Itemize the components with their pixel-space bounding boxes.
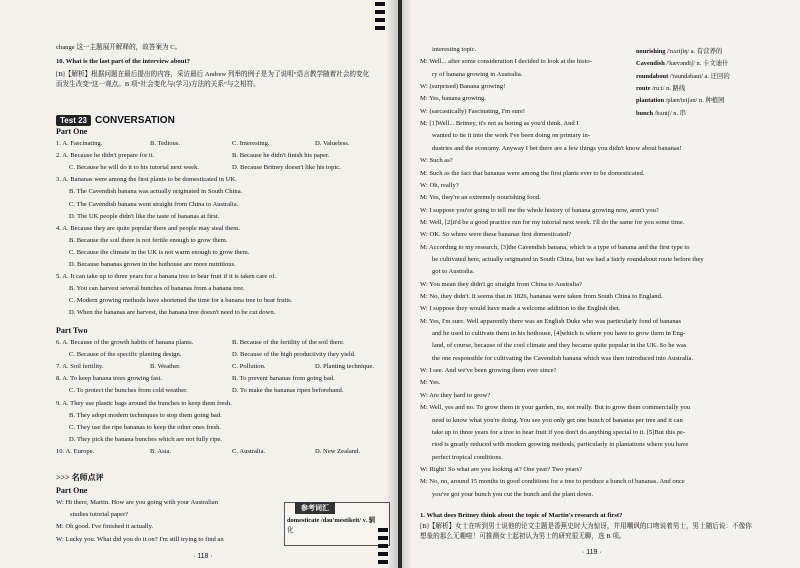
- answer-option: 1. A. Fascinating.: [56, 140, 103, 147]
- transcript-line: interesting topic.: [432, 46, 477, 53]
- transcript-line: and he used to cultivate them in his hothouse, [4]which is where you have to grow them in Eng-: [432, 330, 686, 338]
- test-badge: Test 23: [56, 115, 91, 126]
- page-number: · 118 ·: [193, 553, 213, 560]
- answer-option: C. Modern growing methods have shortened the time for a banana tree to bear fruits.: [69, 297, 293, 305]
- answer-analysis-1-cont: 想象的那么无趣啦！可推测女士起初认为男士的研究很无聊，选 B 项。: [420, 533, 626, 540]
- answer-option: C. To protect the bunches from cold weather.: [69, 387, 188, 395]
- transcript-line: M: [1]Well... Britney, it's not as boring as you'd think. And I: [420, 120, 579, 128]
- answer-option: B. The Cavendish banana was actually originated in South China.: [69, 188, 243, 196]
- answer-option: B. Weather.: [150, 363, 181, 371]
- transcript-line: M: Yes, they're an extremely nourishing food.: [420, 194, 541, 202]
- vocab-entry: plantation /plæn'teiʃən/ n. 种植园: [636, 97, 725, 105]
- answer-option: C. Because the climate in the UK is not warm enough to grow them.: [69, 248, 250, 256]
- vocab-domesticate: domesticate /dəu'mestikeit/ v. 驯: [287, 517, 376, 524]
- answer-option: C. They use the ripe bananas to keep the other ones fresh.: [69, 423, 222, 431]
- transcript-line: W: I suppose you're going to tell me the whole history of banana growing now, aren't you?: [420, 206, 659, 214]
- vocab-entry: nourishing /'nʌriʃiŋ/ a. 有营养的: [636, 48, 723, 55]
- right-page: [402, 0, 800, 568]
- answer-option: B. You can harvest several bunches of bananas from a banana tree.: [69, 285, 245, 293]
- transcript-line: land, of course, because of the cool climate and they became quite popular in the UK. So he was: [432, 342, 687, 350]
- answer-option: B. They adopt modern techniques to stop them going bad.: [69, 411, 222, 419]
- answer-option: 2. A. Because he didn't prepare for it.: [56, 152, 155, 160]
- answer-analysis-1: [B]【解析】女士在听到男士说他的论文主题是香蕉史时大为惊讶，并用嘲讽的口吻说着男士，男士随后说：不像你: [420, 523, 752, 530]
- answer-option: 5. A. It can take up to three years for a banana tree to bear fruit if it is taken care of.: [56, 273, 277, 281]
- comment-part-one: Part One: [56, 486, 88, 495]
- answer-option: C. Interesting.: [232, 140, 270, 147]
- page-number: · 119 ·: [582, 549, 602, 556]
- transcript-line: M: No, no, around 15 months in good conditions for a tree to produce a bunch of bananas. And once: [420, 478, 685, 486]
- question-10: 10. What is the last part of the interview about?: [56, 58, 190, 65]
- transcript-line: got to Australia.: [432, 268, 475, 276]
- transcript-line: M: Well, yes and no. To grow them in your garden, no, not really. But to grow them commercially you: [420, 404, 691, 412]
- answer-option: D. When the bananas are harvest, the banana tree doesn't need to be cut down.: [69, 309, 276, 317]
- transcript-line: ry of banana growing in Australia.: [432, 70, 523, 78]
- answer-option: 9. A. They use plastic bags around the bunches to keep them fresh.: [56, 399, 232, 407]
- analysis-line-1: [B]【解析】根据问题在最后提出的内容，采访最后 Andrew 列举的例子是为了说明“语言教学随着社会的变化: [56, 71, 370, 78]
- answer-option: B. Because the soil there is not fertile enough to grow them.: [69, 236, 228, 244]
- transcript-line: W: You mean they didn't go straight from China to Australia?: [420, 280, 582, 288]
- answer-option: 3. A. Bananas were among the first plants to be domesticated in UK.: [56, 176, 237, 184]
- binding-shadow: [402, 0, 412, 568]
- answer-option: C. Because he will do it to his tutorial next week.: [69, 164, 200, 172]
- part-two-heading: Part Two: [56, 326, 88, 335]
- transcript-line: perfect tropical conditions.: [432, 453, 503, 461]
- answer-option: 4. A. Because they are quite popular there and people may steal them.: [56, 224, 241, 232]
- answer-option: 6. A. Because of the growth habits of banana plants.: [56, 339, 194, 346]
- dialog-line: W: Hi there, Martin. How are you going with your Australian: [56, 499, 219, 506]
- transcript-line: W: I see. And we've been growing them ever since?: [420, 367, 557, 375]
- vocab-sidebar: [636, 48, 772, 132]
- answer-option: B. To prevent bananas from going bad.: [232, 375, 335, 383]
- answer-option: D. New Zealand.: [315, 447, 361, 455]
- answer-option: B. Tedious.: [150, 140, 181, 147]
- transcript-line: M: Yes, banana growing.: [420, 95, 486, 103]
- answer-option: D. Because of the high productivity they yield.: [232, 351, 356, 359]
- transcript-line: be cultivated here, actually originated in South China, but we had a fairly roundabout route before they: [432, 255, 704, 263]
- transcript-line: M: Well... after some consideration I decided to look at the histo-: [420, 58, 592, 66]
- comment-heading: >>> 名师点评: [56, 473, 104, 482]
- part-one-heading: Part One: [56, 127, 88, 136]
- answer-option: D. To make the bananas ripen beforehand.: [232, 387, 344, 395]
- answer-option: D. Because bananas grown in the hothouse are more nutritious.: [69, 261, 236, 268]
- answer-option: C. Australia.: [232, 447, 266, 455]
- answer-option: D. Valueless.: [315, 140, 350, 147]
- transcript-line: W: (surprised) Banana growing!: [420, 83, 506, 91]
- transcript-line: need to know what you're doing. You see you only get one bunch of bananas per tree and it can: [432, 416, 683, 424]
- vocab-entry: Cavendish /'kævəndiʃ/ n. 卡文迪什: [636, 60, 729, 68]
- transcript-line: M: Yes.: [420, 379, 441, 387]
- vocab-domesticate-cont: 化: [287, 527, 294, 534]
- binding-mark-bottom: [378, 528, 388, 566]
- answer-option: C. Pollution.: [232, 363, 266, 371]
- transcript-line: W: I suppose they would have made a welcome addition to the English diet.: [420, 305, 621, 313]
- transcript-line: W: (sarcastically) Fascinating, I'm sure!: [420, 107, 526, 115]
- answer-question-1: 1. What does Britney think about the topic of Martin's research at first?: [420, 512, 623, 519]
- answer-option: 10. A. Europe.: [56, 447, 95, 455]
- answer-option: 7. A. Soil fertility.: [56, 363, 104, 371]
- answer-option: C. The Cavendish banana went straight from China to Australia.: [69, 200, 239, 208]
- transcript-line: wanted to tie it into the work I've been doing on primary in-: [432, 132, 590, 140]
- transcript-line: you've got your bunch you cut the bunch and the plant down.: [432, 490, 594, 498]
- transcript-line: M: Well, [2]it'd be a good practice run for my tutorial next week. I'll do the same for you some time.: [420, 218, 685, 226]
- dialog-line: M: Oh good. I've finished it actually.: [56, 523, 154, 530]
- vocab-entry: roundabout /'raundəbaut/ a. 迂回的: [636, 72, 730, 80]
- transcript-line: dustries and the economy. Anyway I bet there are a few things you didn't know about bananas!: [432, 144, 682, 152]
- answer-option: B. Because he didn't finish his paper.: [232, 152, 330, 160]
- transcript-line: take up to three years for a tree to bear fruit if you don't do anything special to it. [5]But this pe-: [432, 428, 686, 436]
- prev-answer-tail: change 这一主题展开解释的，故答案为 C。: [56, 44, 182, 51]
- transcript-line: M: According to my research, [3]the Cavendish banana, which is a type of banana and the first type to: [420, 243, 690, 251]
- transcript-line: W: Right! So what are you looking at? One year? Two years?: [420, 465, 582, 473]
- analysis-line-2: 而发生改变”这一观点。B 项“社会变化与(学习)方法的关系”与之相符。: [56, 81, 260, 88]
- reference-vocab-title: 参考词汇: [295, 502, 335, 514]
- answer-option: D. Because Britney doesn't like his topic.: [232, 164, 341, 172]
- reference-vocab-box: [284, 502, 390, 546]
- answer-option: D. Planting technique.: [315, 363, 374, 371]
- test-header: [56, 110, 175, 128]
- answer-option: D. They pick the banana bunches which are not fully ripe.: [69, 435, 222, 443]
- dialog-line: W: Lucky you. What did you do it on? I'm still trying to find an: [56, 536, 224, 543]
- transcript-line: W: Such as?: [420, 157, 453, 165]
- vocab-entry: bunch /bʌntʃ/ n. 串: [636, 109, 687, 117]
- answer-option: D. The UK people didn't like the taste of bananas at first.: [69, 212, 220, 220]
- transcript-line: riod is greatly reduced with modern growing methods, particularly in plantations where you have: [432, 441, 689, 449]
- left-page: [0, 0, 398, 568]
- vocab-entry: route /ruːt/ n. 路线: [636, 84, 686, 92]
- answer-option: B. Asia.: [150, 447, 172, 455]
- test-title: CONVERSATION: [94, 115, 175, 126]
- transcript-line: W: Oh, really?: [420, 181, 459, 189]
- transcript-line: M: Yes, I'm sure. Well apparently there was an English Duke who was particularly fond of bananas: [420, 317, 682, 325]
- binding-mark-top: [375, 2, 385, 32]
- transcript-line: M: Such as the fact that bananas were among the first plants ever to be domesticated.: [420, 169, 645, 177]
- transcript-line: M: No, they didn't. It seems that in 1826, bananas were taken from South China to England.: [420, 293, 663, 300]
- binding-shadow: [386, 0, 398, 568]
- transcript-line: the one responsible for cultivating the Cavendish banana which was then introduced into Australia.: [432, 354, 694, 362]
- dialog-line: studies tutorial paper?: [70, 511, 129, 518]
- answer-option: 8. A. To keep banana trees growing fast.: [56, 375, 162, 383]
- transcript-line: W: OK. So where were these bananas first domesticated?: [420, 231, 572, 239]
- answer-option: C. Because of the specific planting design.: [69, 351, 182, 359]
- answer-option: B. Because of the fertility of the soil there.: [232, 339, 345, 346]
- transcript-line: W: Are they hard to grow?: [420, 391, 491, 399]
